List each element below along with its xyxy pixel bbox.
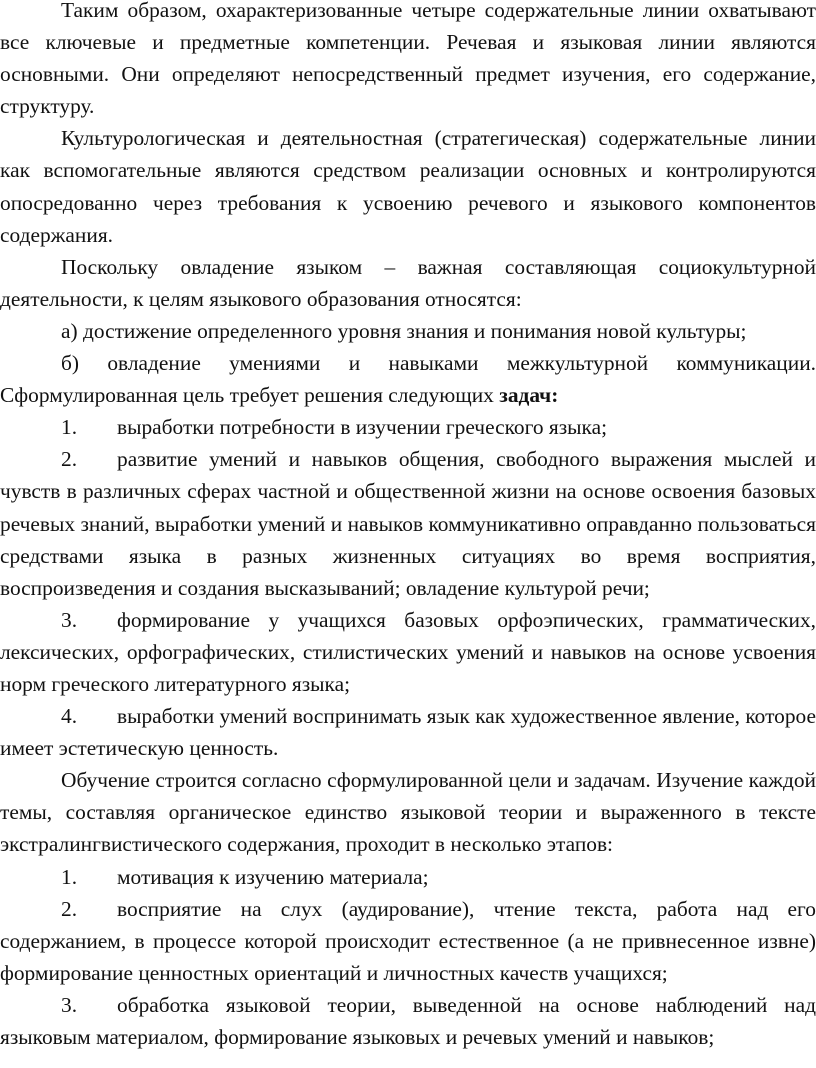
stage-item-1 xyxy=(0,861,816,893)
task-item-4 xyxy=(0,700,816,764)
task-item-2 xyxy=(0,443,816,603)
task-number: 3. xyxy=(61,607,78,632)
task-text: выработки потребности в изучении греческого языка; xyxy=(117,415,608,440)
stage-item-3 xyxy=(0,989,816,1053)
task-text: развитие умений и навыков общения, свободного выражения мыслей и чувств в различных сферах частной и общественной жизни на основе освоения базовых речевых знаний, выработки умений и навыков коммуникативно оправданно пользоваться средствами языка в разных жизненных ситуациях во время восприятия, воспроизведения и создания высказываний; овладение культурой речи; xyxy=(0,447,816,600)
goal-b xyxy=(0,347,816,411)
task-item-1 xyxy=(0,411,816,443)
goal-b-text: б) овладение умениями и навыками межкультурной коммуникации. Сформулированная цель требует решения следующих xyxy=(0,351,816,408)
task-text: выработки умений воспринимать язык как художественное явление, которое имеет эстетическую ценность. xyxy=(0,704,816,761)
stage-text: восприятие на слух (аудирование), чтение текста, работа над его содержанием, в процессе которой происходит естественное (а не привнесенное извне) формирование ценностных ориентаций и личностных качеств учащихся; xyxy=(0,896,816,985)
tasks-heading: задач: xyxy=(499,383,559,408)
task-number: 2. xyxy=(61,447,78,472)
stage-item-2 xyxy=(0,893,816,989)
paragraph-summary: Таким образом, охарактеризованные четыре содержательные линии охватывают все ключевые и предметные компетенции. Речевая и языковая линии являются основными. Они определяют непосредственный предмет изучения, его содержание, структуру. xyxy=(0,0,816,119)
stage-number: 2. xyxy=(61,896,78,921)
stage-number: 3. xyxy=(61,992,78,1017)
stage-text: обработка языковой теории, выведенной на основе наблюдений над языковым материалом, формирование языковых и речевых умений и навыков; xyxy=(0,992,816,1049)
stage-number: 1. xyxy=(61,864,78,889)
paragraph-auxiliary-lines: Культурологическая и деятельностная (стратегическая) содержательные линии как вспомогательные являются средством реализации основных и контролируются опосредованно через требования к усвоению речевого и языкового компонентов содержания. xyxy=(0,126,816,247)
paragraph-learning-stages: Обучение строится согласно сформулированной цели и задачам. Изучение каждой темы, составляя органическое единство языковой теории и выраженного в тексте экстралингвистического содержания, проходит в несколько этапов: xyxy=(0,768,816,857)
task-item-3 xyxy=(0,604,816,700)
task-number: 4. xyxy=(61,704,78,729)
paragraph-goals-intro: Поскольку овладение языком – важная составляющая социокультурной деятельности, к целям языкового образования относятся: xyxy=(0,254,816,311)
task-number: 1. xyxy=(61,415,78,440)
stage-text: мотивация к изучению материала; xyxy=(117,864,429,889)
task-text: формирование у учащихся базовых орфоэпических, грамматических, лексических, орфографических, стилистических умений и навыков на основе усвоения норм греческого литературного языка; xyxy=(0,607,816,696)
goal-a: а) достижение определенного уровня знания и понимания новой культуры; xyxy=(61,318,747,343)
